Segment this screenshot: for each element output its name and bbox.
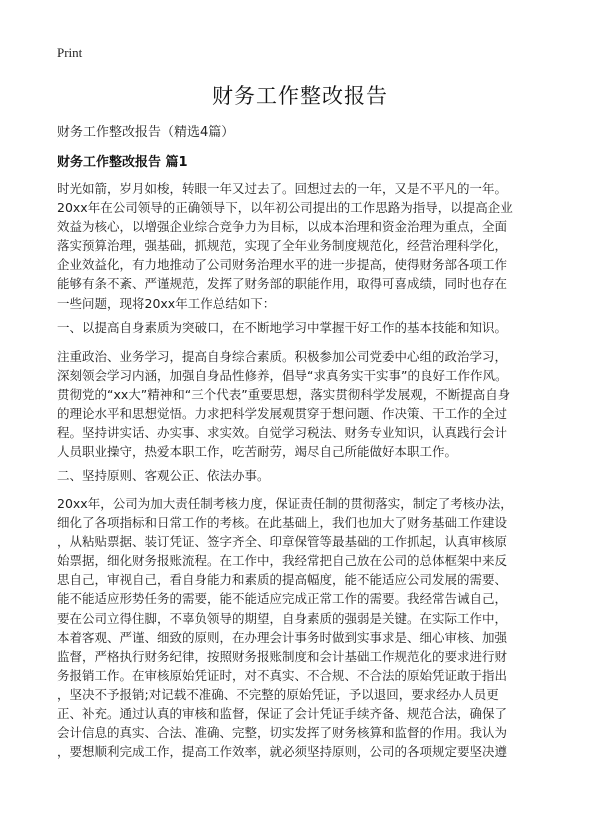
section-title: 财务工作整改报告 篇1 [57, 155, 188, 170]
document-title: 财务工作整改报告 [212, 84, 388, 108]
text-line: 正、补充。通过认真的审核和监督，保证了会计凭证手续齐备、规范合法，确保了 [57, 706, 508, 722]
text-line: 20xx年在公司领导的正确领导下，以年初公司提出的工作思路为指导，以提高企业 [57, 200, 513, 216]
text-line: 能够有条不紊、严谨规范，发挥了财务部的职能作用，取得可喜成绩，同时也存在 [57, 276, 508, 292]
text-line: 会计信息的真实、合法、准确、完整，切实发挥了财务核算和监督的作用。我认为 [57, 725, 508, 741]
text-line: ，坚决不予报销;对记载不准确、不完整的原始凭证，予以退回，要求经办人员更 [57, 686, 499, 702]
text-line: 务报销工作。在审核原始凭证时，对不真实、不合规、不合法的原始凭证敢于指出 [57, 667, 508, 683]
text-line: 深刻领会学习内涵，加强自身品性修养，倡导“求真务实干实事”的良好工作作风。 [57, 368, 508, 384]
text-line: 企业效益化，有力地推动了公司财务治理水平的进一步提高，使得财务部各项工作 [57, 257, 508, 273]
text-line: 监督，严格执行财务纪律，按照财务报账制度和会计基础工作规范化的要求进行财 [57, 648, 508, 664]
text-line: ，从粘贴票据、装订凭证、签字齐全、印章保管等最基础的工作抓起，认真审核原 [57, 534, 508, 550]
heading-two [57, 466, 545, 485]
text-line: ，要想顺利完成工作，提高工作效率，就必须坚持原则，公司的各项规定要坚决遵 [57, 744, 508, 760]
text-line: 程。坚持讲实话、办实事、求实效。自觉学习税法、财务专业知识，认真践行会计 [57, 425, 508, 441]
text-line: 贯彻党的“xx大”精神和“三个代表”重要思想，落实贯彻科学发展观，不断提高自身 [57, 387, 511, 403]
text-line: 本着客观、严谨、细致的原则，在办理会计事务时做到实事求是、细心审核、加强 [57, 629, 508, 645]
document-subtitle: 财务工作整改报告（精选4篇） [57, 125, 235, 140]
text-line: 的理论水平和思想觉悟。力求把科学发展观贯穿于想问题、作决策、干工作的全过 [57, 406, 508, 422]
heading-one [57, 318, 545, 337]
text-line: 效益为核心，以增强企业综合竞争力为目标，以成本治理和资金治理为重点，全面 [57, 219, 508, 235]
text-line: 始票据，细化财务报账流程。在工作中，我经常把自己放在公司的总体框架中来反 [57, 553, 508, 569]
text-line: 落实预算治理，强基础，抓规范，实现了全年业务制度规范化，经营治理科学化， [57, 238, 508, 254]
text-line: 要在公司立得住脚，不辜负领导的期望，自身素质的强弱是关键。在实际工作中， [57, 610, 508, 626]
heading-text: 二、坚持原则、客观公正、依法办事。 [57, 468, 270, 483]
paragraph-principles [57, 494, 545, 761]
heading-text: 一、以提高自身素质为突破口，在不断地学习中掌握干好工作的基本技能和知识。 [57, 320, 508, 335]
text-line: 人员职业操守，热爱本职工作，吃苦耐劳，竭尽自己所能做好本职工作。 [57, 444, 458, 460]
text-line: 20xx年，公司为加大责任制考核力度，保证责任制的贯彻落实，制定了考核办法， [57, 496, 513, 511]
text-line: 思自己，审视自己，看自身能力和素质的提高幅度，能不能适应公司发展的需要、 [57, 572, 508, 588]
paragraph-intro [57, 179, 545, 313]
text-line: 一些问题，现将20xx年工作总结如下： [57, 295, 276, 311]
text-line: 注重政治、业务学习，提高自身综合素质。积极参加公司党委中心组的政治学习， [57, 349, 508, 364]
paragraph-study [57, 347, 545, 462]
print-label: Print [57, 45, 83, 60]
text-line: 时光如箭，岁月如梭，转眼一年又过去了。回想过去的一年，又是不平凡的一年。 [57, 181, 508, 196]
text-line: 细化了各项指标和日常工作的考核。在此基础上，我们也加大了财务基础工作建设 [57, 515, 508, 531]
text-line: 能不能适应形势任务的需要，能不能适应完成正常工作的需要。我经常告诫自己， [57, 591, 508, 607]
